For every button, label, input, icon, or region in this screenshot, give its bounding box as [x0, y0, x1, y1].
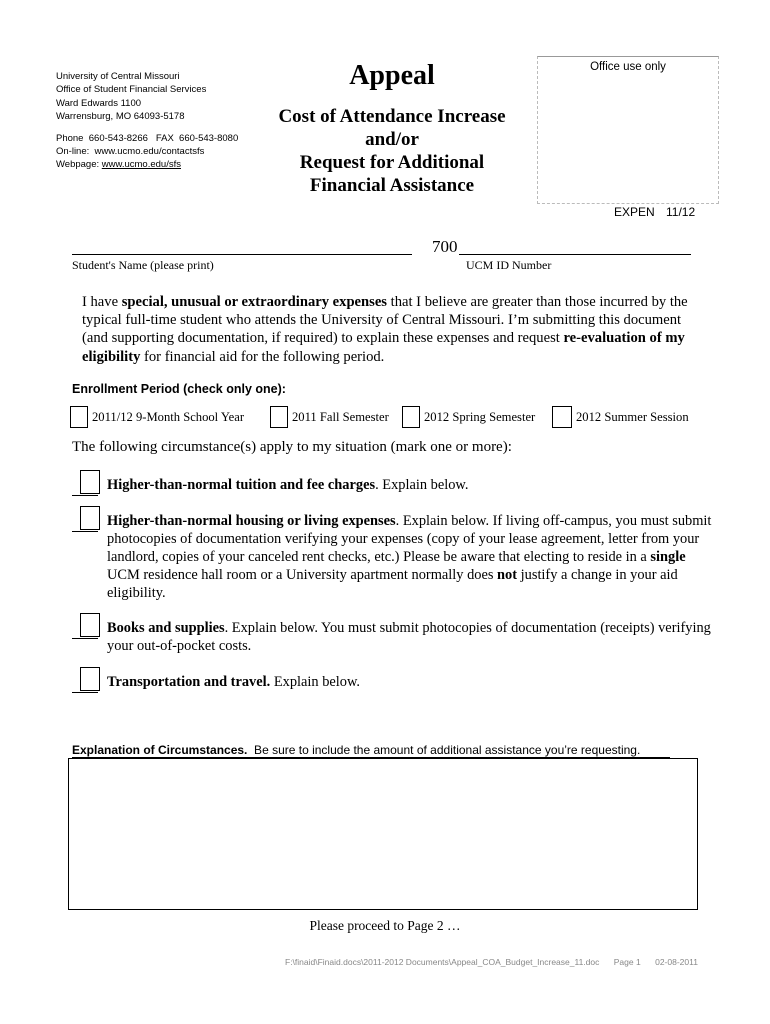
enrollment-option-fall[interactable]: 2011 Fall Semester — [270, 405, 389, 429]
enrollment-option-summer[interactable]: 2012 Summer Session — [552, 405, 689, 429]
ucm-id-prefix: 700 — [432, 237, 458, 256]
checkbox-school-year[interactable] — [70, 406, 88, 428]
online-link[interactable]: www.ucmo.edu/contactsfs — [94, 146, 205, 158]
contact-block — [56, 70, 238, 172]
student-name-label: Student's Name (please print) — [72, 258, 214, 272]
university-name: University of Central Missouri — [56, 71, 180, 82]
footer-date: 02-08-2011 — [655, 957, 698, 967]
proceed-note: Please proceed to Page 2 … — [309, 918, 461, 933]
circumstance-tuition: Higher-than-normal tuition and fee charges. Explain below. — [72, 476, 712, 494]
checkbox-housing[interactable] — [72, 512, 102, 534]
enrollment-heading: Enrollment Period (check only one): — [72, 382, 286, 396]
title-subtitle: Cost of Attendance Increase and/or Request for Additional Financial Assistance — [278, 106, 506, 196]
checkbox-books[interactable] — [72, 619, 102, 641]
ucm-id-label: UCM ID Number — [466, 258, 552, 272]
enrollment-option-school-year[interactable]: 2011/12 9-Month School Year — [70, 405, 244, 429]
explanation-heading: Explanation of Circumstances. Be sure to include the amount of additional assistance you’re requesting. — [72, 743, 641, 757]
checkbox-spring[interactable] — [402, 406, 420, 428]
enrollment-option-spring[interactable]: 2012 Spring Semester — [402, 405, 535, 429]
circumstance-books: Books and supplies. Explain below. You must submit photocopies of documentation (receipts) verifying your out-of-pocket costs. — [72, 619, 712, 655]
online-line: On-line: www.ucmo.edu/contactsfs — [56, 146, 205, 158]
circumstance-housing: Higher-than-normal housing or living expenses. Explain below. If living off-campus, you must submit photocopies of documentation verifying your expenses (copy of your lease agreement, letter from your landlord, copies of your canceled rent checks, etc.) Please be aware that electing to reside in a single UCM residence hall room or a University apartment normally does not justify a change in your aid eligibility. — [72, 512, 712, 602]
explanation-textarea[interactable] — [68, 758, 698, 910]
circumstances-heading: The following circumstance(s) apply to my situation (mark one or more): — [72, 439, 512, 455]
phone-fax: Phone 660-543-8266 FAX 660-543-8080 — [56, 132, 239, 144]
document-footer — [285, 957, 710, 967]
checkbox-tuition[interactable] — [72, 476, 102, 498]
footer-path: F:\finaid\Finaid.docs\2011-2012 Documents\Appeal_COA_Budget_Increase_11.doc — [285, 957, 600, 967]
intro-paragraph: I have special, unusual or extraordinary expenses that I believe are greater than those incurred by the typical full-time student who attends the University of Central Missouri. I’m submitting this document (and supporting documentation, if required) to explain these expenses and request re-evaluation of my eligibility for financial aid for the following period. — [82, 294, 688, 365]
student-name-field[interactable] — [72, 240, 412, 255]
circumstance-transport: Transportation and travel. Explain below. — [72, 673, 712, 691]
form-title — [262, 58, 522, 197]
form-code: EXPEN 11/12 — [614, 205, 696, 219]
footer-page: Page 1 — [613, 957, 641, 967]
webpage-link[interactable]: www.ucmo.edu/sfs — [101, 159, 181, 171]
checkbox-summer[interactable] — [552, 406, 572, 428]
ucm-id-field[interactable] — [459, 240, 691, 255]
title-appeal: Appeal — [349, 60, 435, 91]
office-use-label: Office use only — [590, 61, 666, 73]
city-address: Warrensburg, MO 64093-5178 — [56, 111, 185, 123]
checkbox-fall[interactable] — [270, 406, 288, 428]
building-address: Ward Edwards 1100 — [56, 97, 142, 109]
office-name: Office of Student Financial Services — [56, 84, 207, 96]
webpage-line: Webpage: www.ucmo.edu/sfs — [56, 159, 181, 171]
checkbox-transport[interactable] — [72, 673, 102, 695]
office-use-box — [537, 56, 719, 204]
